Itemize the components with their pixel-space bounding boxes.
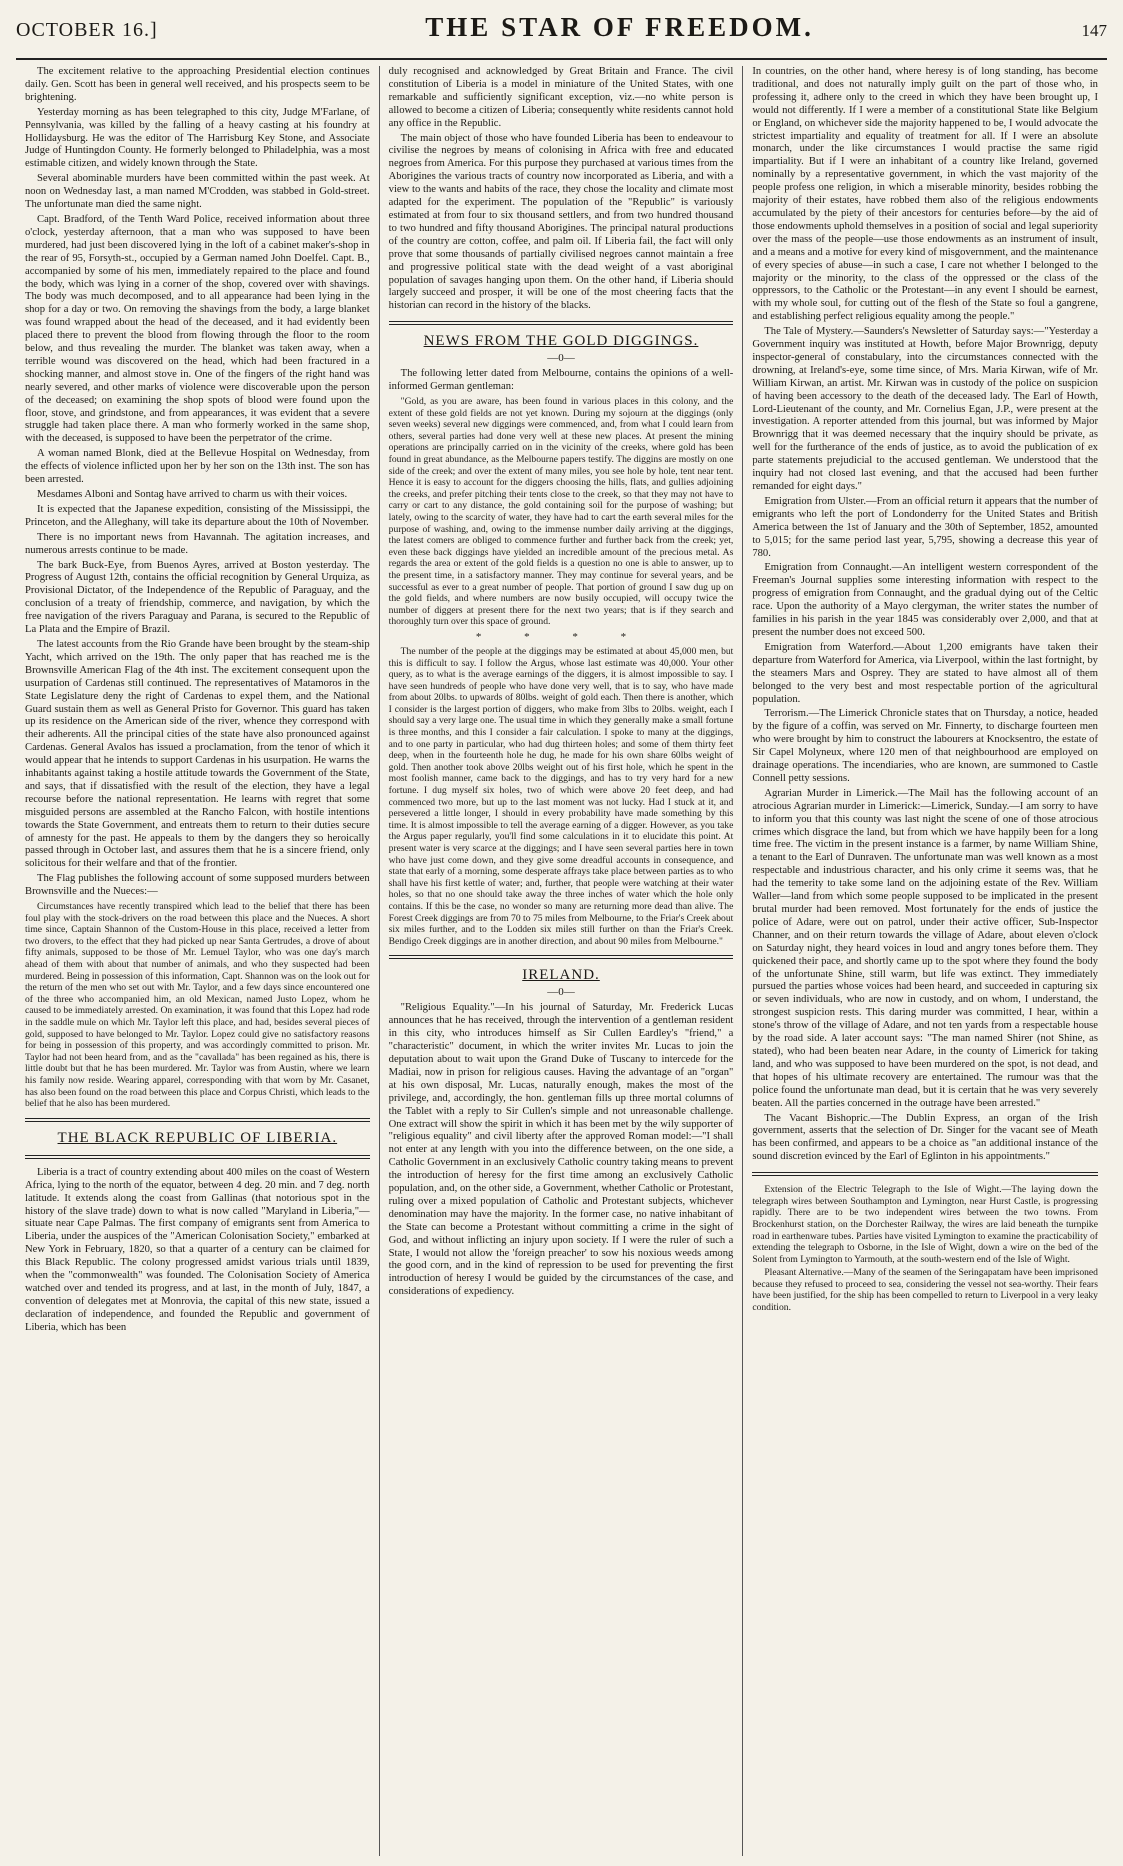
column-2 xyxy=(380,66,744,1856)
liberia-paragraph: Liberia is a tract of country extending about 400 miles on the coast of Western Africa, lying to the north of the equator, between 4 deg. 20 min. and 7 deg. north latitude. It extends along the coast from Gallinas (that notorious spot in the history of the slave trade) down to what is now called "Maryland in Liberia,"—situate near Cape Palmas. The first company of emigrants sent from America to Liberia, under the auspices of the "American Colonisation Society," embarked at New York in February, 1820, so that a quarter of a century can be claimed for this Black Republic. The colony progressed amidst various trials until 1839, when the "commonwealth" was founded. The Colonisation Society of America watched over and tended its progress, and at last, in the month of July, 1847, a convention of delegates met at Monrovia, the capital of this new state, issued a declaration of independence, and founded the Republic and government of Liberia, which has been xyxy=(25,1166,370,1333)
article-paragraph: The latest accounts from the Rio Grande have been brought by the steam-ship Yacht, which arrived on the 19th. The only paper that has reached me is the Brownsville American Flag of the 4th inst. The excitement consequent upon the usurpation of Cardenas still continued. The representatives of Matamoros in the State Legislature deny the right of Cardenas to expel them, and the National Guard sustain them as well as General Pristo for Governor. This guard has taken up its residence on the American side of the river, whence they correspond with their adherents. All the principal cities of the state have also pronounced against Cardenas. General Avalos has issued a proclamation, from the tenor of which it would appear that he intends to support Cardenas in his usurpation. He warns the inhabitants against taking a hostile attitude towards the Government of the State, and says, that if dissatisfied with the result of the election, they have a legal recourse before the national representation. He learns with regret that some misguided persons are assembled at the Rancho Falcon, with hostile intentions towards the State Government, and entreats them to return to their duties secure of amnesty for the past. He appeals to them by the dangers they so heroically passed through in October last, and assures them that he is a sincere friend, only solicitous for their welfare and that of the frontier. xyxy=(25,638,370,870)
article-paragraph: Emigration from Connaught.—An intelligent western correspondent of the Freeman's Journal supplies some interesting information with respect to the progress of emigration from Connaught, and the gradual dying out of the Celtic race. Upon the authority of a Mayo clergyman, the writer states the number of families in his parish in the year 1845 was considerably over 2,000, and that at present the number does not exceed 500. xyxy=(752,562,1098,638)
article-paragraph: The Flag publishes the following account of some supposed murders between Brownsville and the Nueces:— xyxy=(25,873,370,898)
article-paragraph: Agrarian Murder in Limerick.—The Mail has the following account of an atrocious Agrarian murder in Limerick:—Limerick, Sunday.—I am sorry to have to inform you that this county was last night the scene of one of those atrocious crimes which disgrace the land, but from which we have happily been for a long time free. The victim in the present instance is a farmer, by name William Shine, a tenant to the Earl of Dunraven. The unfortunate man was well known as a most respectable and industrious character, and his only crime it seems was, that he had the temerity to take some land on the adjoining estate of the Rev. William Waller—land from which some people supposed to be implicated in the present brutal murder had been removed. Most fortunately for the ends of justice the police of Adare, were out on patrol, under their active officer, Sub-Inspector Channer, and on their return towards the village of Adare, about eleven o'clock on Saturday night, they heard voices in loud and angry tones before them. They quickened their pace, and shortly came up to the spot where they found the body of the unfortunate Shine, still warm, but life was extinct. They immediately pursued the parties whose voices had been heard, and succeeded in capturing six or seven individuals, who are now in custody, and on whom, I understand, the strongest suspicion rests. This daring murder was committed, I hear, within a stone's throw of the village of Adare, and not ten yards from a respectable house by the road side. A later account says: "The man named Shirer (not Shine, as stated), who had been beaten near Adare, in the county of Limerick for taking land, and who was supposed to have been murdered on the spot, is not dead, and that hopes of his ultimate recovery are entertained. The rumour was that the police found the unfortunate man dead, but it is certain that he was very severely beaten. All the parties concerned in the outrage have been arrested." xyxy=(752,787,1098,1109)
columns xyxy=(16,66,1107,1856)
article-paragraph: It is expected that the Japanese expedition, consisting of the Mississippi, the Princeton, and the Alleghany, will take its departure about the 10th of November. xyxy=(25,503,370,528)
article-paragraph: Emigration from Ulster.—From an official return it appears that the number of emigrants who left the port of Londonderry for the United States and British America between the 1st of January and the 30th of September, 1852, amounted to 5,015; for the same period last year, 5,795, showing a decrease this year of 780. xyxy=(752,495,1098,559)
gold-heading: NEWS FROM THE GOLD DIGGINGS. xyxy=(423,333,699,350)
flag-account: Circumstances have recently transpired which lead to the belief that there has been foul play with the stock-drivers on the road between this place and the Nueces. A short time since, Captain Shannon of the Custom-House in this place, received a letter from two drovers, to the effect that they had picked up near Santa Gertrudes, a drove of about fifty animals, supposed to be those of Mr. Lemuel Taylor, who was one day's march ahead of them with about that number of animals, and who they suspected had been murdered. Being in possession of this information, Capt. Shannon was on the look out for the return of the men who set out with Mr. Taylor, and a few days since encountered one of the three who accompanied him, an old Mexican, named Justo Lopez, whom he caused to be immediately arrested. On examination, it was found that this Lopez had rode in the saddle mule on which Mr. Taylor left this place, and had, besides several pieces of gold, supposed to have belonged to Mr. Taylor. Lopez could give no satisfactory reasons for being in possession of this property, and was accordingly committed to prison. Mr. Taylor had not been heard from, and as the "cavallada" has been regained as his, there is little doubt but that he has been murdered. Mr. Taylor was from Austin, where we learn his family now reside. Wearing apparel, corresponding with that worn by Mr. Casanet, has also been found on the road between this place and Corpus Christi, which leads to the belief that he also has been murdered. xyxy=(25,901,370,1110)
section-rule xyxy=(389,955,734,959)
section-rule xyxy=(25,1155,370,1159)
article-paragraph: Emigration from Waterford.—About 1,200 emigrants have taken their departure from Waterford for America, via Liverpool, within the last fortnight, by the steamers Mars and Osprey. They are stated to have almost all of them belonged to the very best and most respectable portion of the agricultural population. xyxy=(752,641,1098,705)
section-rule xyxy=(752,1172,1098,1176)
liberia-continued: The main object of those who have founded Liberia has been to endeavour to civilise the negroes by means of colonising in Africa with free and educated negroes from America. For this purpose they purchased at various times from the Aborigines the various tracts of country now incorporated as Liberia, and with a view to the wants and habits of the race, they chose the locality and climate most adapted for the experiment. The population of the "Republic" is variously estimated at from four to six thousand settlers, and from two hundred thousand to two hundred and fifty thousand Aborigines. The principal natural productions of the country are cotton, coffee, and palm oil. If Liberia fail, the fact will only prove that some thousands of partially civilised negroes cannot maintain a free and progressive political state with the dead weight of a vast aboriginal population of savages hanging upon them. On the other hand, if Liberia should largely succeed and prosper, it will be one of the most cheering facts that the historian can record in the history of the blacks. xyxy=(388,132,734,312)
liberia-continued: duly recognised and acknowledged by Great Britain and France. The civil constitution of Liberia is a model in miniature of the United States, with one remarkable and sufficiently significant exception, viz.—no white person is allowed to become a citizen of Liberia; consequently white residents cannot hold any office in the Republic. xyxy=(388,66,734,129)
article-paragraph: Several abominable murders have been committed within the past week. At noon on Wednesday last, a man named M'Crodden, was stabbed in Gold-street. The unfortunate man died the same night. xyxy=(25,173,370,211)
column-3 xyxy=(743,66,1107,1856)
liberia-heading: THE BLACK REPUBLIC OF LIBERIA. xyxy=(57,1129,338,1146)
section-rule xyxy=(389,321,734,325)
section-rule xyxy=(25,1118,370,1122)
article-paragraph: Mesdames Alboni and Sontag have arrived to charm us with their voices. xyxy=(37,489,348,500)
issue-date: OCTOBER 16.] xyxy=(16,19,158,41)
article-paragraph: The Tale of Mystery.—Saunders's Newsletter of Saturday says:—"Yesterday a Government inquiry was instituted at Howth, before Major Brownrigg, deputy inspector-general of constabulary, into the circumstances connected with the drowning, at Ireland's-eye, some time since, of Mrs. Maria Kirwan, wife of Mr. William Kirwan, an artist. Mr. Kirwan was in custody of the police on suspicion of having been accessory to the death of the deceased lady. The Earl of Howth, Lord-Lieutenant of the county, and Mr. Cornelius Egan, J.P., were present at the investigation. A reporter attended from this journal, but was informed by Major Brownrigg that it was deemed necessary that the inquiry should be private, as well for the furtherance of the ends of justice, as to avoid the publication of ex parte statements prejudicial to the accused gentleman. We understood that the inquiry had not closed last evening, and that the accused had been further remanded for eight days." xyxy=(752,326,1098,492)
article-paragraph: In countries, on the other hand, where heresy is of long standing, has become traditional, and does not naturally imply guilt on the part of those who, in professing it, adhere only to the creed in which they have been brought up, I would not differently. If I were a member of a constitutional State like Belgium or England, on whichever side the majority happened to be, I would advocate the strictest impartiality and equality of treatment for all. If I were an absolute monarch, under the like circumstances I would practise the same rigid impartiality. But if I were an inhabitant of a country like Ireland, governed nominally by a representative government, in which the vast majority of the people profess one religion, in which a miserable minority, besides robbing the majority of their estates, have robbed them also of the religious endowments accumulated by the piety of their ancestors for centuries before—by the aid of those endowments uphold themselves in a position of social and legal superiority over the mass of the people—use those endowments as an instrument of insult, and a means and a motive for every kind of misgovernment, and the maintenance of every species of abuse—in such a case, I care not whether I belonged to the majority or the minority, to the class of the oppressed or the class of the oppressors, to the Catholic or the Protestant—in any event I should be earnest, with my whole soul, for cutting out of the flesh of the State so foul a gangrene, and establishing perfect religious equality among the people." xyxy=(752,66,1098,323)
gold-letter: "Gold, as you are aware, has been found in various places in this colony, and the extent of these gold fields are not yet known. During my sojourn at the diggings (only seven weeks) several new diggings were commenced, and, from what I could learn from others, several parties had done very well at these new places. At present the mining operations are principally carried on in the vicinity of the creeks, where gold has been found in great abundance, as the Melbourne papers testify. The diggins are mostly on one side of the creek; and over the extent of many miles, you see hole by hole, tent near tent. Hence it is easy to account for the diggers choosing the hills, flats, and gullies adjoining the creeks, and prefer pitching their tents close to the creek, so that they may not have to carry or cart to any distance, the gold containing soil for the purpose of washing; but lately, owing to the scarcity of water, they have had to cart the earth several miles for the purpose of washing, and, owing to the immense number daily arriving at the diggings, the latest comers are obliged to commence further and further back from the creek; yet, even these back diggings have yielded an incredible amount of the precious metal. As regards the area or extent of the gold fields is a question no one is able to answer, up to the present time, in a satisfactory manner. They may continue for several years, and be successful as ever to a great number of people. That portion of ground I saw dug up on the gold fields, and where numbers are now busily occupied, will occupy twice the number of diggers at present there for the next two years; that is if they search and thoroughly turn over this space of ground. xyxy=(388,396,734,628)
article-paragraph: Yesterday morning as has been telegraphed to this city, Judge M'Farlane, of Pennsylvania, was killed by the falling of a heavy casting at his foundry at Hollidaysburg. He was the editor of The Harrisburg Key Stone, and Associate Judge of Huntingdon County. He formerly belonged to Philadelphia, was a most estimable citizen, and widely known through the State. xyxy=(25,106,370,170)
article-paragraph: A woman named Blonk, died at the Bellevue Hospital on Wednesday, from the effects of violence inflicted upon her by her son on the 13th inst. The son has been arrested. xyxy=(25,448,370,486)
section-dash: —0— xyxy=(547,352,575,365)
pleasant-alternative-paragraph: Pleasant Alternative.—Many of the seamen of the Seringapatam have been imprisoned because they refused to proceed to sea, considering the vessel not sea-worthy. Their fears have been justified, for the ship has been compelled to return to Liverpool in a very leaky condition. xyxy=(752,1267,1098,1314)
article-paragraph: There is no important news from Havannah. The agitation increases, and numerous arrests continue to be made. xyxy=(25,531,370,556)
ireland-heading: IRELAND. xyxy=(522,967,600,984)
column-1 xyxy=(16,66,380,1856)
article-paragraph: The Vacant Bishopric.—The Dublin Express, an organ of the Irish government, asserts that the selection of Dr. Singer for the vacant see of Meath has been confirmed, and appears to be a choice as "an additional instance of the sound discretion evinced by the Earl of Eglinton in his appointments." xyxy=(752,1112,1098,1163)
article-paragraph: The bark Buck-Eye, from Buenos Ayres, arrived at Boston yesterday. The Progress of August 12th, contains the official recognition by General Urquiza, as Provisional Dictator, of the Independence of the Republic of Paraguay, and the conclusion of a treaty of friendship, commerce, and navigation, by which the free navigation of the rivers Paraguay and Parana, is secured to the Republic of La Plata and the Empire of Brazil. xyxy=(25,559,370,636)
section-dash: —0— xyxy=(547,986,575,999)
telegraph-paragraph: Extension of the Electric Telegraph to the Isle of Wight.—The laying down the telegraph wires between Southampton and Lymington, near Hurst Castle, is progressing rapidly. There are to be two independent wires between the two towns. From Brockenhurst station, on the Dorchester Railway, the wires are laid beneath the turnpike road in earthenware tubes. Parties have visited Lymington to examine the practicability of extending the telegraph to Osborne, in the Isle of Wight, down a wire on the bed of the Solent from Lymington to Yarmouth, at the south-western end of the Isle of Wight. xyxy=(752,1184,1098,1265)
article-paragraph: Capt. Bradford, of the Tenth Ward Police, received information about three o'clock, yesterday afternoon, that a man who was supposed to have been murdered, had just been discovered lying in the loft of a cabinet maker's-shop in the rear of 95, Forsyth-st., occupied by a German named John Doelfel. Capt. B., accompanied by some of his men, immediately repaired to the place and found the body, which was lying in a corner of the shop, covered over with shavings. The body was much decomposed, and to all appearance had been lying in the shop for a day or two. On removing the shavings from the body, a large blanket was found wrapped about the head of the deceased, and it had evidently been placed there to prevent the blood from flowing through the floor to the room below, and thus revealing the murder. The blanket was taken away, when a terrible wound was discovered on the head, which had been fractured in a shocking manner, and almost stove in. One of the fingers of the right hand was nearly severed, and other marks of violence were discoverable upon the person of the deceased; on examining the shop spots of blood were found upon the floor, stove, and grindstone, and from appearances, it was evident that a severe struggle had taken place there. A man who formerly worked in the same shop, with the deceased, is supposed to have been the perpetrator of the crime. xyxy=(25,213,370,445)
gold-letter: The number of the people at the diggings may be estimated at about 45,000 men, but this is difficult to say. I follow the Argus, whose last estimate was 40,000. Your other query, as to what is the average earnings of the diggers, it is almost impossible to say. I have seen hundreds of people who have done very well, that is to say, who have made from about 20lbs. to upwards of 80lbs. weight of gold each. Then there is another, which I consider is the largest portion of diggers, who make from 3lbs to 20lbs. weight, each I should say a very large one. The usual time in which they generally make a small fortune is three months, and this I consider a fair calculation. I spoke to many at the diggings, and to one party in particular, who had dug thirteen holes; and some of them thirty feet deep, when in the fourteenth hole he dug, he made for his own share 60lbs weight of gold. Then another took above 20lbs weight out of his first hole, which he spent in the most foolish manner, came back to the diggings, and has to try very hard for a new fortune. I dug myself six holes, two of which were above 20 feet deep, and had commenced two more, but up to the last moment was not lucky. Had I stuck at it, and persevered a little longer, I should in every probability have made something by this time. It is almost impossible to tell the average earning of a digger. However, as you take the Argus paper regularly, you'll find some calculations in it to elucidate this point. At present water is very scarce at the diggings; and I have seen several parties here in town who have just come down, and they give some dreadful accounts in consequence, and state that early of a morning, some desperate affrays take place between parties as to who shall have his first kettle of water; and, further, that people were watching at their water holes, so that no one should take away the three inches of water which the hole only contains. If this be the case, no wonder so many are returning more dead than alive. The Forest Creek diggings are from 70 to 75 miles from Melbourne, to the Friar's Creek about six miles further, and to the Lodden six miles still further on than the Friar's Creek. Bendigo Creek diggings are in another direction, and about 90 miles from Melbourne." xyxy=(388,645,734,947)
masthead xyxy=(16,12,1107,60)
article-paragraph: The excitement relative to the approaching Presidential election continues daily. Gen. Scott has been in general well received, and his prospects seem to be brightening. xyxy=(25,66,370,103)
stars-divider: * * * * xyxy=(475,630,647,643)
gold-intro: The following letter dated from Melbourne, contains the opinions of a well-informed German gentleman: xyxy=(388,368,734,393)
page-number: 147 xyxy=(1081,21,1107,40)
ireland-paragraph: "Religious Equality."—In his journal of Saturday, Mr. Frederick Lucas announces that he has received, through the intervention of a gentleman resident in this city, who introduces himself as Sir Cullen Eardley's "friend," a "characteristic" document, in which the writer invites Mr. Lucas to join the deputation about to wait upon the Grand Duke of Tuscany to intercede for the Madiai, now in prison for religious causes. Having the advantage of an "organ" at his own disposal, Mr. Lucas, naturally enough, makes the most of the privilege, and, accordingly, the hon. gentleman fills up three mortal columns of the Tablet with a reply to Sir Cullen's simple and not unreasonable challenge. One extract will show the spirit in which it has been met by the wily supporter of "religious equality" and civil liberty after the approved Roman model:—"I shall not enter at any length with you into the difference between, on the one side, a Catholic Government in an exclusively Catholic country taking means to prevent the introduction of heresy for the first time among an exclusively Catholic population, and, on the other side, a Government, whether Catholic or Protestant, ruling over a mixed population of Catholic and Protestant subjects, whichever denomination may have the majority. In the former case, no native inhabitant of the State can become a Protestant without committing a crime in the sight of God, and without inflicting an injury upon society. If I were the ruler of such a State, I would not allow the 'foreign preacher' to sow his noxious weeds among the good corn, and in the kind of repression to be used for preventing the first introduction of heresy I would be guided by the circumstances of the case, and considerations of expediency. xyxy=(388,1002,734,1298)
newspaper-title: THE STAR OF FREEDOM. xyxy=(425,12,814,42)
article-paragraph: Terrorism.—The Limerick Chronicle states that on Thursday, a notice, headed by the figure of a coffin, was served on Mr. Finnerty, to discharge fourteen men who were brought by him to construct the labourers at Knocksentro, the estate of Sir Capel Molyneux, where 120 men of that neighbourhood are employed on drainage operations. The incendiaries, who are known, are summoned to Castle Connell petty sessions. xyxy=(752,708,1098,784)
